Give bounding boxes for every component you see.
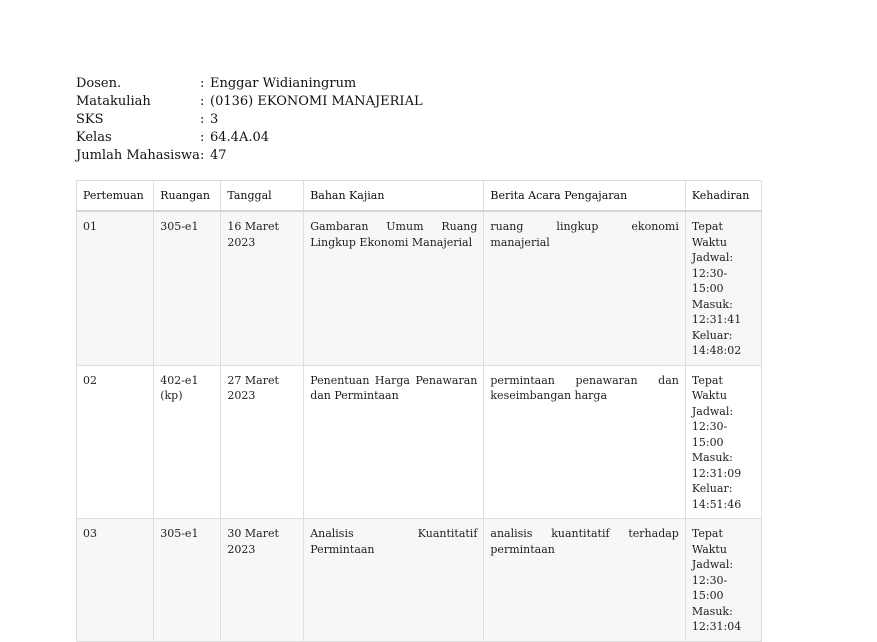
cell-bahan-kajian: Penentuan Harga Penawaran dan Permintaan	[304, 365, 484, 519]
attendance-in-value: 12:31:09	[691, 466, 742, 480]
teaching-log-table-wrap	[76, 180, 762, 642]
info-row-jumlah-mahasiswa	[76, 147, 423, 165]
attendance-out-label: Keluar:	[691, 482, 733, 495]
header-pertemuan: Pertemuan	[77, 181, 154, 212]
info-value: (0136) EKONOMI MANAJERIAL	[210, 94, 423, 109]
info-separator: :	[200, 112, 205, 127]
attendance-status: Tepat Waktu	[691, 373, 727, 402]
table-row	[77, 519, 762, 642]
cell-tanggal: 16 Maret 2023	[221, 211, 304, 365]
table-body	[77, 211, 762, 641]
table-row	[77, 211, 762, 365]
header-row	[77, 181, 762, 212]
info-value: 64.4A.04	[210, 130, 270, 145]
attendance-schedule-value: 12:30-15:00	[691, 573, 728, 602]
info-value: Enggar Widianingrum	[210, 76, 357, 91]
cell-pertemuan: 01	[77, 211, 154, 365]
table-header	[77, 181, 762, 212]
cell-kehadiran	[685, 211, 761, 365]
info-value: 3	[210, 112, 219, 127]
cell-kehadiran	[685, 365, 761, 519]
teaching-log-table	[76, 180, 762, 642]
info-separator: :	[200, 148, 205, 163]
cell-pertemuan: 03	[77, 519, 154, 642]
attendance-schedule-value: 12:30-15:00	[691, 266, 728, 295]
attendance-schedule-label: Jadwal:	[691, 251, 734, 264]
attendance-in-value: 12:31:04	[691, 620, 742, 633]
cell-pertemuan: 02	[77, 365, 154, 519]
info-label: Kelas	[76, 130, 112, 145]
info-separator: :	[200, 76, 205, 91]
info-separator: :	[200, 130, 205, 145]
cell-kehadiran	[685, 519, 761, 642]
info-label: Dosen.	[76, 76, 122, 91]
info-label: Matakuliah	[76, 94, 151, 109]
attendance-schedule-label: Jadwal:	[691, 558, 734, 571]
info-separator: :	[200, 94, 205, 109]
attendance-status: Tepat Waktu	[691, 220, 727, 249]
cell-tanggal: 30 Maret 2023	[221, 519, 304, 642]
attendance-out-value: 14:48:02	[691, 344, 742, 357]
attendance-schedule-value: 12:30-15:00	[691, 420, 728, 449]
info-row-kelas	[76, 129, 423, 147]
info-label: Jumlah Mahasiswa	[76, 148, 200, 163]
attendance-in-label: Masuk:	[691, 297, 733, 311]
info-row-sks	[76, 111, 423, 129]
cell-ruangan: 305-e1	[154, 519, 221, 642]
course-info	[76, 75, 423, 165]
header-tanggal: Tanggal	[221, 181, 304, 212]
attendance-in-label: Masuk:	[691, 451, 733, 464]
cell-bahan-kajian: Analisis Kuantitatif Permintaan	[304, 519, 484, 642]
attendance-status: Tepat Waktu	[691, 527, 727, 556]
header-bahan-kajian: Bahan Kajian	[304, 181, 484, 212]
cell-berita-acara: permintaan penawaran dan keseimbangan harga	[484, 365, 685, 519]
header-kehadiran: Kehadiran	[685, 181, 761, 212]
cell-ruangan: 305-e1	[154, 211, 221, 365]
header-ruangan: Ruangan	[154, 181, 221, 212]
attendance-out-value: 14:51:46	[691, 497, 742, 511]
info-value: 47	[210, 148, 227, 163]
attendance-schedule-label: Jadwal:	[691, 404, 734, 418]
table-row	[77, 365, 762, 519]
cell-berita-acara: analisis kuantitatif terhadap permintaan	[484, 519, 685, 642]
cell-berita-acara: ruang lingkup ekonomi manajerial	[484, 211, 685, 365]
info-row-dosen	[76, 75, 423, 93]
info-label: SKS	[76, 112, 104, 127]
header-berita-acara: Berita Acara Pengajaran	[484, 181, 685, 212]
cell-bahan-kajian: Gambaran Umum Ruang Lingkup Ekonomi Manajerial	[304, 211, 484, 365]
attendance-in-value: 12:31:41	[691, 313, 742, 326]
cell-ruangan: 402-e1 (kp)	[154, 365, 221, 519]
attendance-in-label: Masuk:	[691, 604, 733, 618]
cell-tanggal: 27 Maret 2023	[221, 365, 304, 519]
info-row-matakuliah	[76, 93, 423, 111]
attendance-out-label: Keluar:	[691, 328, 733, 342]
